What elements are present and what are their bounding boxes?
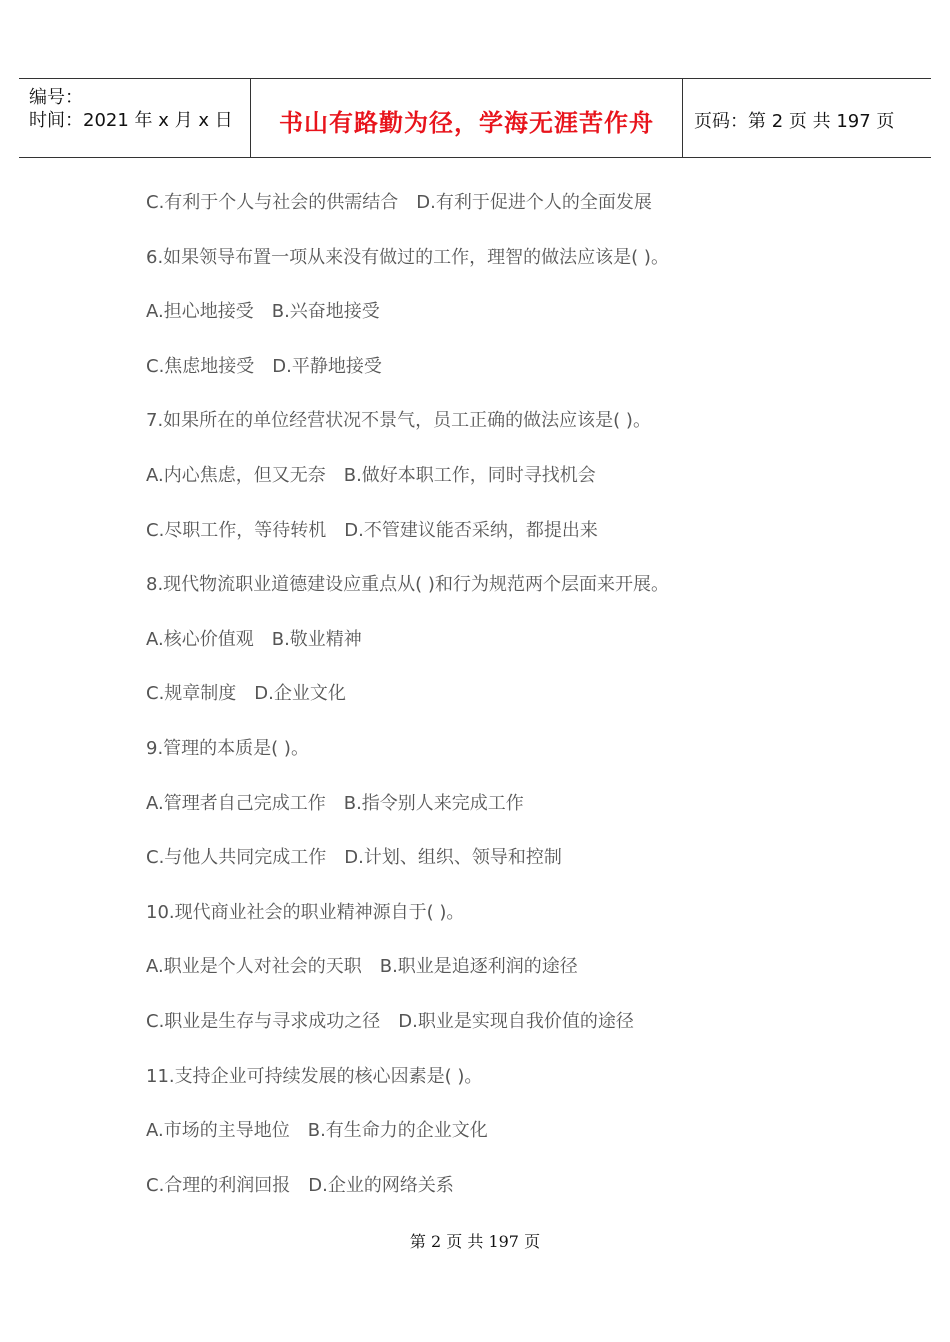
question-line: C.有利于个人与社会的供需结合 D.有利于促进个人的全面发展 (146, 192, 652, 213)
question-line: 6.如果领导布置一项从来没有做过的工作，理智的做法应该是( )。 (146, 246, 669, 268)
question-line: 7.如果所在的单位经营状况不景气，员工正确的做法应该是( )。 (146, 410, 651, 432)
header-motto-cell (250, 79, 683, 157)
question-line: 10.现代商业社会的职业精神源自于( )。 (146, 901, 465, 923)
header-motto: 书山有路勤为径，学海无涯苦作舟 (279, 108, 654, 137)
question-line: A.内心焦虑，但又无奈 B.做好本职工作，同时寻找机会 (146, 464, 596, 486)
question-line: A.核心价值观 B.敬业精神 (146, 628, 362, 650)
question-line: C.规章制度 D.企业文化 (146, 683, 346, 705)
header-page-cell (682, 79, 931, 157)
question-line: C.焦虑地接受 D.平静地接受 (146, 355, 382, 377)
question-line: C.尽职工作，等待转机 D.不管建议能否采纳，都提出来 (146, 519, 598, 541)
document-number-label: 编号： (29, 87, 83, 108)
question-line: C.合理的利润回报 D.企业的网络关系 (146, 1174, 454, 1196)
question-line: 9.管理的本质是( )。 (146, 737, 309, 759)
header-page-info: 页码：第 2 页 共 197 页 (694, 111, 895, 132)
page-header (19, 78, 931, 158)
question-line: C.与他人共同完成工作 D.计划、组织、领导和控制 (146, 847, 562, 869)
header-meta-cell (19, 79, 250, 157)
question-line: A.管理者自己完成工作 B.指令别人来完成工作 (146, 792, 524, 814)
question-line: 11.支持企业可持续发展的核心因素是( )。 (146, 1065, 483, 1087)
page-footer: 第 2 页 共 197 页 (409, 1232, 541, 1251)
document-body (146, 186, 866, 1223)
question-line: A.担心地接受 B.兴奋地接受 (146, 301, 380, 323)
question-line: C.职业是生存与寻求成功之径 D.职业是实现自我价值的途径 (146, 1010, 634, 1032)
question-line: A.市场的主导地位 B.有生命力的企业文化 (146, 1120, 488, 1142)
question-line: 8.现代物流职业道德建设应重点从( )和行为规范两个层面来开展。 (146, 574, 669, 596)
document-time-label: 时间：2021 年 x 月 x 日 (29, 110, 233, 131)
question-line: A.职业是个人对社会的天职 B.职业是追逐利润的途径 (146, 956, 578, 978)
